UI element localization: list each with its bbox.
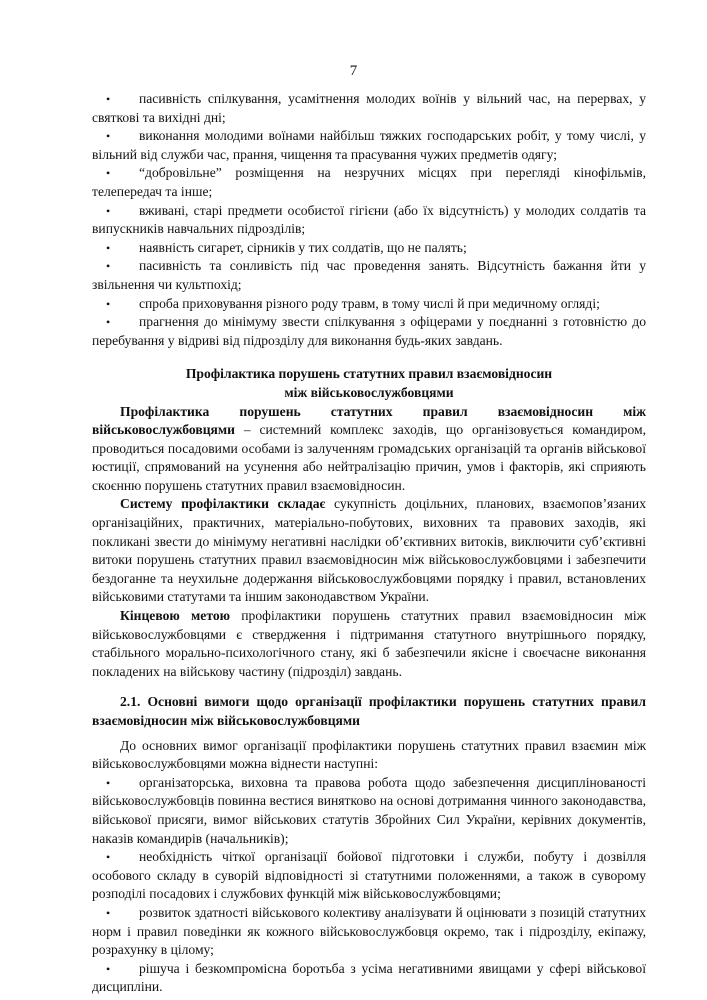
list-item: • “добровільне” розміщення на незручних місцях при перегляді кінофільмів, телепередач та інше;	[92, 165, 646, 199]
list-item: • пасивність та сонливість під час проведення занять. Відсутність бажання йти у звільнення чи культпохід;	[92, 258, 646, 292]
bullet-icon: •	[106, 850, 111, 865]
bullet-icon: •	[106, 92, 111, 106]
section-heading	[92, 365, 646, 402]
requirements-list	[92, 774, 646, 997]
list-item: • наявність сигарет, сірників у тих солдатів, що не палять;	[92, 239, 646, 258]
page-content	[92, 90, 646, 997]
bullet-icon: •	[106, 259, 111, 274]
goal-term: Кінцевою метою	[120, 608, 231, 624]
list-item: • спроба приховування різного роду травм, в тому числі й при медичному огляді;	[92, 295, 646, 314]
symptoms-list	[92, 90, 646, 350]
bullet-icon: •	[106, 315, 111, 330]
list-item: • виконання молодими воїнами найбільш тяжких господарських робіт, у тому числі, у вільний від служби час, прання, чищення та прасування чужих предметів одягу;	[92, 128, 646, 162]
list-item: • організаторська, виховна та правова робота щодо забезпечення дисциплінованості військовослужбовців повинна вестися винятково на основі дотримання чинного законодавства, військової присяги, вимог військових статутів Збройних Сил України, керівних документів, наказів командирів (начальників);	[92, 774, 646, 846]
bullet-icon: •	[106, 240, 111, 255]
system-paragraph: Систему профілактики складає сукупність доцільних, планових, взаємопов’язаних організаційних, практичних, матеріально-побутових, виховних та правових заходів, які покликані звести до мінімуму негативні наслідки об’єктивних витоків, виключити суб’єктивні витоки порушень статутних правил взаємовідносин між військовослужбовцями і забезпечити бездоганне та неухильне додержання військовослужбовцями порядку і правил, встановлених військовими статутами та іншим законодавством України.	[92, 496, 647, 605]
bullet-icon: •	[106, 166, 111, 181]
list-item: • розвиток здатності військового колективу аналізувати й оцінювати з позицій статутних норм і правил поведінки як кожного військовослужбовця окремо, так і підрозділу, екіпажу, розрахунку в цілому;	[92, 904, 646, 958]
list-item: • вживані, старі предмети особистої гігієни (або їх відсутність) у молодих солдатів та випускників навчальних підрозділів;	[92, 202, 646, 237]
bullet-icon: •	[106, 775, 111, 790]
definition-paragraph: Профілактика порушень статутних правил взаємовідносин між військовослужбовцями – системний комплекс заходів, що організовується командиром, проводиться посадовими особами із залученням громадських організацій та органів військової юстиції, спрямований на усунення або нейтралізацію причин, умов і факторів, які сприяють скоєнню порушень статутних правил взаємовідносин.	[92, 403, 646, 493]
list-item: • рішуча і безкомпромісна боротьба з усіма негативними явищами у сфері військової дисципліни.	[92, 960, 646, 995]
bullet-icon: •	[106, 961, 111, 976]
system-term: Систему профілактики складає	[120, 496, 326, 512]
bullet-icon: •	[106, 296, 111, 311]
subsection-heading: 2.1. Основні вимоги щодо організації профілактики порушень статутних правил взаємовідносин між військовослужбовцями	[92, 694, 646, 728]
list-item: • прагнення до мінімуму звести спілкування з офіцерами у поєднанні з готовністю до перебування у відриві від підрозділу для виконання будь-яких завдань.	[92, 314, 646, 348]
bullet-icon: •	[106, 203, 111, 218]
page-number: 7	[349, 63, 358, 79]
section-heading-line-1: Профілактика порушень статутних правил взаємовідносин	[185, 366, 553, 382]
bullet-icon: •	[106, 129, 111, 144]
section-heading-line-2: між військовослужбовцями	[284, 384, 454, 400]
goal-paragraph: Кінцевою метою профілактики порушень статутних правил взаємовідносин між військовослужбовцями є ствердження і підтримання статутного внутрішнього порядку, стабільного морально-психологічного стану, які б забезпечили якісне і своєчасне виконання покладених на військову частину (підрозділ) завдань.	[92, 608, 647, 679]
definition-term: Профілактика порушень статутних правил взаємовідносин між військовослужбовцями	[92, 403, 646, 438]
list-item: • пасивність спілкування, усамітнення молодих воїнів у вільний час, на перервах, у святкові та вихідні дні;	[92, 91, 646, 125]
list-item: • необхідність чіткої організації бойової підготовки і служби, побуту і дозвілля особового складу в суворій відповідності зі статутними положеннями, а також в суворому розподілі посадових і службових функцій між військовослужбовцями;	[92, 849, 646, 902]
bullet-icon: •	[106, 905, 111, 920]
requirements-intro: До основних вимог організації профілактики порушень статутних правил взаємин між військовослужбовцями можна віднести наступні:	[92, 737, 646, 772]
